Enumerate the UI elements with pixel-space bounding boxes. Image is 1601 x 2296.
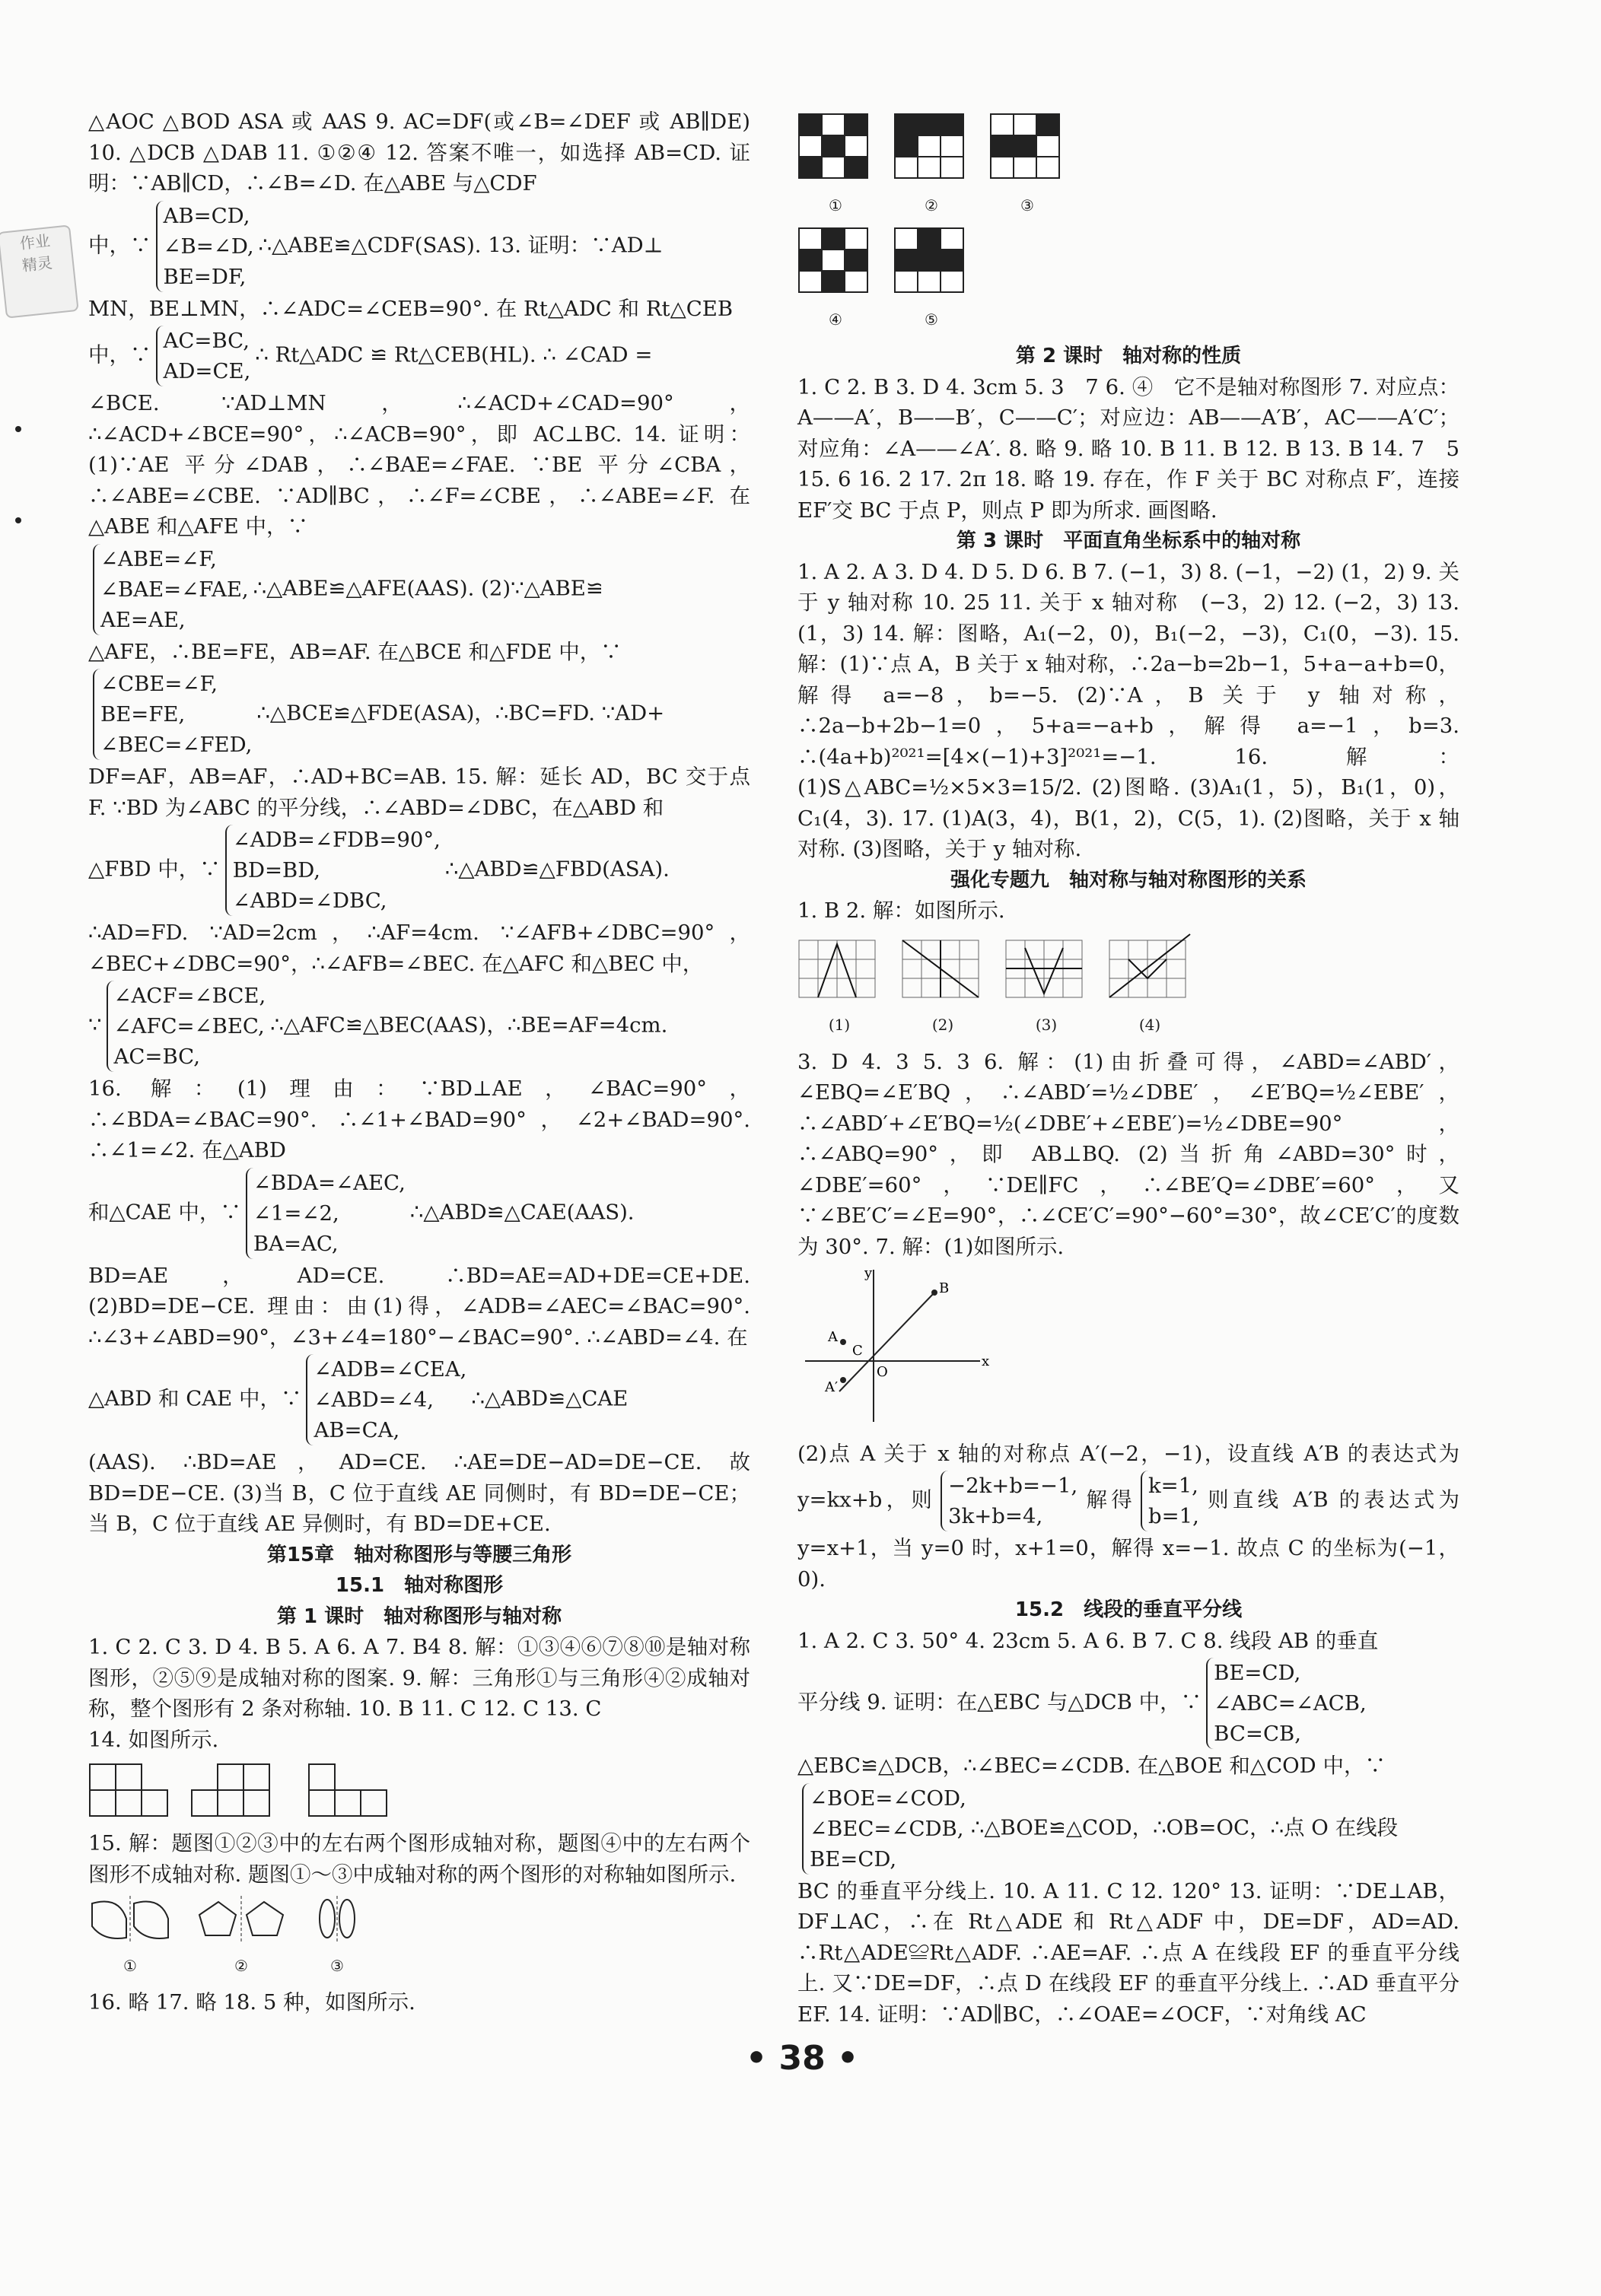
answer-text: 平分线 9. 证明：在△EBC 与△DCB 中，∵BE=CD, ∠ABC=∠ACB, BC=CB, xyxy=(797,1656,1459,1751)
figure-label: ③ xyxy=(330,1956,344,1975)
grid-pattern-figures xyxy=(797,113,1459,221)
lesson-heading: 第 1 课时 轴对称图形与轴对称 xyxy=(276,1604,562,1628)
fold-grid-1 xyxy=(797,933,881,1001)
figure-label: (1) xyxy=(828,1016,851,1034)
grid-pattern-figures xyxy=(797,227,1459,335)
grid-pattern-4 xyxy=(797,227,874,295)
point-label: A′ xyxy=(825,1379,839,1395)
answer-text: 16. 解：(1)理由：∵BD⊥AE，∠BAC=90°，∴∠BDA=∠BAC=90°. ∴∠1+∠BAD=90°，∠2+∠BAD=90°. ∴∠1=∠2. 在△ABD xyxy=(88,1076,750,1162)
answer-text: 1. A 2. A 3. D 4. D 5. D 6. B 7. (−1，3) 8. (−1，−2) (1，2) 9. 关于 y 轴对称 10. 25 11. 关于 x 轴对称 (−3，2) 12. (−2，3) 13. (1，3) 14. 解：图略，A₁(−2，0)，B₁(−2，−3)，C₁(0，−3). 15. 解：(1)∵点 A，B 关于 x 轴对称，∴2a−b=2b−1，5+a−a+b=0，解得 a=−8，b=−5. (2)∵A，B 关于 y 轴对称，∴2a−b+2b−1=0，5+a=−a+b，解得 a=−1，b=3. ∴(4a+b)²⁰²¹=[4×(−1)+3]²⁰²¹=−1. 16. 解：(1)S△ABC=½×5×3=15/2. (2)图略. (3)A₁(1，5)，B₁(1，0)，C₁(4，3). 17. (1)A(3，4)，B(1，2)，C(5，1). (2)图略，关于 x 轴对称. (3)图略，关于 y 轴对称. xyxy=(797,559,1459,861)
figure-label: ⑤ xyxy=(925,310,938,329)
answer-text: △AFE，∴BE=FE，AB=AF. 在△BCE 和△FDE 中，∵ xyxy=(88,639,622,664)
answer-text: 1. A 2. C 3. 50° 4. 23cm 5. A 6. B 7. C 8. 线段 AB 的垂直 xyxy=(797,1628,1379,1653)
figure-label: ② xyxy=(925,196,938,215)
answer-text: MN，BE⊥MN，∴∠ADC=∠CEB=90°. 在 Rt△ADC 和 Rt△CEB xyxy=(88,296,734,321)
equation-brace: ∠ADB=∠CEA, ∠ABD=∠4, AB=CA, xyxy=(306,1354,466,1445)
stamp-line-2: 精灵 xyxy=(21,253,54,275)
figure-label: ① xyxy=(829,196,842,215)
figure-q15-item xyxy=(192,1896,291,1981)
special-topic-heading: 强化专题九 轴对称与轴对称图形的关系 xyxy=(950,868,1307,892)
lesson-heading: 第 2 课时 轴对称的性质 xyxy=(1015,345,1242,367)
margin-mark xyxy=(15,517,21,523)
answer-text: 中，∵AB=CD, ∠B=∠D, BE=DF,∴△ABE≌△CDF(SAS). 13. 证明：∵AD⊥ xyxy=(88,199,750,294)
figure-label: ② xyxy=(234,1956,248,1975)
equation-brace: ∠ABE=∠F, ∠BAE=∠FAE, AE=AE, xyxy=(93,544,249,635)
figure-label: (3) xyxy=(1035,1016,1058,1034)
equation-brace: k=1, b=1, xyxy=(1141,1471,1199,1531)
answer-text: 14. 如图所示. xyxy=(88,1727,219,1752)
equation-brace: BE=CD, ∠ABC=∠ACB, BC=CB, xyxy=(1206,1658,1367,1749)
fold-grid xyxy=(1108,933,1192,1041)
equation-brace: ∠BOE=∠COD, ∠BEC=∠CDB, BE=CD, xyxy=(802,1783,966,1875)
margin-mark xyxy=(15,426,21,432)
stamp-line-1: 作业 xyxy=(18,231,52,253)
figure-label: (2) xyxy=(931,1016,954,1034)
answer-text: △AOC △BOD ASA 或 AAS 9. AC=DF(或∠B=∠DEF 或 AB∥DE) 10. △DCB △DAB 11. ①②④ 12. 答案不唯一，如选择 AB=CD. 证明：∵AB∥CD，∴∠B=∠D. 在△ABE 与△CDF xyxy=(88,110,750,196)
equation-brace: ∠CBE=∠F, BE=FE, ∠BEC=∠FED, xyxy=(93,669,252,760)
figure-label: (4) xyxy=(1138,1016,1161,1034)
grid-pattern xyxy=(797,227,874,335)
fold-grid-2 xyxy=(901,933,985,1001)
grid-pattern xyxy=(797,113,874,221)
equation-brace: ∠BDA=∠AEC, ∠1=∠2, BA=AC, xyxy=(246,1168,406,1259)
answer-text: BC 的垂直平分线上. 10. A 11. C 12. 120° 13. 证明：∵DE⊥AB，DF⊥AC，∴在 Rt△ADE 和 Rt△ADF 中，DE=DF，AD=AD. ∴Rt△ADE≌Rt△ADF. ∴AE=AF. ∴点 A 在线段 EF 的垂直平分线上. 又∵DE=DF，∴点 D 在线段 EF 的垂直平分线上. ∴AD 垂直平分 EF. 14. 证明：∵AD∥BC，∴∠OAE=∠OCF，∵对角线 AC xyxy=(797,1878,1459,2027)
point-label: B xyxy=(939,1280,950,1296)
symmetric-shape-3 xyxy=(310,1896,364,1941)
answer-text: 16. 略 17. 略 18. 5 种，如图所示. xyxy=(88,1990,415,2015)
answer-text: DF=AF，AB=AF，∴AD+BC=AB. 15. 解：延长 AD，BC 交于点 F. ∵BD 为∠ABC 的平分线，∴∠ABD=∠DBC，在△ABD 和 xyxy=(88,765,750,820)
symmetric-shape-1 xyxy=(88,1896,172,1941)
answer-text: ∠CBE=∠F, BE=FE, ∠BEC=∠FED,∴△BCE≌△FDE(ASA)，∴BC=FD. ∵AD+ xyxy=(88,667,750,762)
answer-text: ∠BCE. ∵AD⊥MN，∴∠ACD+∠CAD=90°，∴∠ACD+∠BCE=90°，∴∠ACB=90°，即 AC⊥BC. 14. 证明：(1)∵AE 平分∠DAB，∴∠BAE=∠FAE. ∵BE 平分∠CBA，∴∠ABE=∠CBE. ∵AD∥BC，∴∠F=∠CBE，∴∠ABE=∠F. 在△ABE 和△AFE 中，∵ xyxy=(88,391,750,539)
answer-text: 中，∵AC=BC, AD=CE,∴ Rt△ADC ≌ Rt△CEB(HL). ∴ ∠CAD = xyxy=(88,324,750,388)
equation-brace: AC=BC, AD=CE, xyxy=(156,326,251,386)
answer-text: 15. 解：题图①②③中的左右两个图形成轴对称，题图④中的左右两个图形不成轴对称. 题图①～③中成轴对称的两个图形的对称轴如图所示. xyxy=(88,1831,750,1887)
section-heading: 15.1 轴对称图形 xyxy=(335,1574,504,1597)
coordinate-figure xyxy=(797,1262,1459,1439)
section-heading: 15.2 线段的垂直平分线 xyxy=(1014,1598,1243,1621)
grid-pattern-1 xyxy=(797,113,874,181)
axis-label: x xyxy=(982,1353,990,1369)
figure-q15-item xyxy=(88,1896,172,1981)
answer-text: 和△CAE 中，∵∠BDA=∠AEC, ∠1=∠2, BA=AC,∴△ABD≌△CAE(AAS). xyxy=(88,1166,750,1261)
point-label: A xyxy=(828,1329,838,1345)
figure-q15-item xyxy=(310,1896,364,1981)
answer-text: ∠ABE=∠F, ∠BAE=∠FAE, AE=AE,∴△ABE≌△AFE(AAS). (2)∵△ABE≌ xyxy=(88,542,750,637)
answer-text: 1. C 2. B 3. D 4. 3cm 5. 3 7 6. ④ 它不是轴对称图形 7. 对应点：A——A′，B——B′，C——C′；对应边：AB——A′B′，AC——A′C′；对应角：∠A——∠A′. 8. 略 9. 略 10. B 11. B 12. B 13. B 14. 7 5 15. 6 16. 2 17. 2π 18. 略 19. 存在，作 F 关于 BC 对称点 F′，连接 EF′交 BC 于点 P，则点 P 即为所求. 画图略. xyxy=(797,374,1459,523)
stamp-logo xyxy=(0,224,79,318)
answer-text: △ABD 和 CAE 中，∵∠ADB=∠CEA, ∠ABD=∠4, AB=CA,∴△ABD≌△CAE xyxy=(88,1353,750,1447)
equation-brace: ∠ADB=∠FDB=90°, BD=BD, ∠ABD=∠DBC, xyxy=(225,825,441,916)
chapter-heading: 第15章 轴对称图形与等腰三角形 xyxy=(266,1543,572,1566)
point-a-prime xyxy=(840,1377,846,1383)
fold-grid-figures xyxy=(797,933,1459,1041)
lesson-heading: 第 3 课时 平面直角坐标系中的轴对称 xyxy=(956,529,1301,552)
answer-text: 1. C 2. C 3. D 4. B 5. A 6. A 7. B4 8. 解：①③④⑥⑦⑧⑩是轴对称图形，②⑤⑨是成轴对称的图案. 9. 解：三角形①与三角形④②成轴对称，整个图形有 2 条对称轴. 10. B 11. C 12. C 13. C xyxy=(88,1635,750,1721)
left-column xyxy=(88,107,750,2018)
figure-q14 xyxy=(88,1761,750,1822)
fold-grid xyxy=(1004,933,1088,1041)
grid-pattern-5 xyxy=(893,227,969,295)
answer-text: 3. D 4. 3 5. 3 6. 解：(1)由折叠可得，∠ABD=∠ABD′，∠EBQ=∠E′BQ，∴∠ABD′=½∠DBE′，∠E′BQ=½∠EBE′，∴∠ABD′+∠E′BQ=½(∠DBE′+∠EBE′)=½∠DBE=90°，∴∠ABQ=90°，即 AB⊥BQ. (2)当折角∠ABD=30°时，∠DBE′=60°，∵DE∥FC，∴∠BE′Q=∠DBE′=60°，又∵∠BE′C′=∠E=90°，∴∠CE′C′=90°−60°=30°，故∠CE′C′的度数为 30°. 7. 解：(1)如图所示. xyxy=(797,1049,1459,1259)
grid-pattern xyxy=(893,113,969,221)
fold-grid-3 xyxy=(1004,933,1088,1001)
coordinate-plane xyxy=(797,1262,995,1429)
fold-grid-4 xyxy=(1108,933,1192,1001)
point-label: C xyxy=(852,1343,863,1359)
equation-brace: ∠ACF=∠BCE, ∠AFC=∠BEC, AC=BC, xyxy=(107,981,266,1072)
symmetric-shape-2 xyxy=(192,1896,291,1941)
fold-grid xyxy=(901,933,985,1041)
figure-label: ① xyxy=(123,1956,137,1975)
figure-q15 xyxy=(88,1896,750,1981)
grid-pattern xyxy=(989,113,1065,221)
equation-brace: AB=CD, ∠B=∠D, BE=DF, xyxy=(156,201,254,292)
figure-label: ③ xyxy=(1020,196,1034,215)
answer-text: 1. B 2. 解：如图所示. xyxy=(797,898,1005,923)
right-column xyxy=(797,107,1459,2030)
fold-grid xyxy=(797,933,881,1041)
point-a xyxy=(840,1339,846,1345)
answer-text: (2)点 A 关于 x 轴的对称点 A′(−2，−1)，设直线 A′B 的表达式为 y=kx+b，则−2k+b=−1, 3k+b=4,解得k=1, b=1,则直线 A′B 的表达式为 y=x+1，当 y=0 时，x+1=0，解得 x=−1. 故点 C 的坐标为(−1，0). xyxy=(797,1441,1460,1592)
answer-text: △FBD 中，∵∠ADB=∠FDB=90°, BD=BD, ∠ABD=∠DBC,∴△ABD≌△FBD(ASA). xyxy=(88,823,750,917)
answer-text: BD=AE，AD=CE. ∴BD=AE=AD+DE=CE+DE. (2)BD=DE−CE. 理由：由(1)得，∠ADB=∠AEC=∠BAC=90°. ∴∠3+∠ABD=90°，∠3+∠4=180°−∠BAC=90°. ∴∠ABD=∠4. 在 xyxy=(88,1263,750,1350)
figure-label: ④ xyxy=(829,310,842,329)
grid-pattern-2 xyxy=(893,113,969,181)
answer-text: (AAS). ∴BD=AE，AD=CE. ∴AE=DE−AD=DE−CE. 故 BD=DE−CE. (3)当 B，C 位于直线 AE 同侧时，有 BD=DE−CE；当 B，C 位于直线 AE 异侧时，有 BD=DE+CE. xyxy=(88,1450,750,1536)
answer-text: ∠BOE=∠COD, ∠BEC=∠CDB, BE=CD,∴△BOE≌△COD，∴OB=OC，∴点 O 在线段 xyxy=(797,1782,1459,1876)
answer-text: ∵∠ACF=∠BCE, ∠AFC=∠BEC, AC=BC,∴△AFC≌△BEC(AAS)，∴BE=AF=4cm. xyxy=(88,979,750,1073)
grid-shapes-figure xyxy=(88,1761,408,1822)
equation-brace: −2k+b=−1, 3k+b=4, xyxy=(941,1471,1077,1531)
axis-label: y xyxy=(864,1265,873,1281)
grid-pattern-3 xyxy=(989,113,1065,181)
answer-text: △EBC≌△DCB，∴∠BEC=∠CDB. 在△BOE 和△COD 中，∵ xyxy=(797,1754,1386,1778)
page-number: • 38 • xyxy=(746,2039,859,2078)
answer-text: ∴AD=FD. ∵AD=2cm，∴AF=4cm. ∵∠AFB+∠DBC=90°，∠BEC+∠DBC=90°，∴∠AFB=∠BEC. 在△AFC 和△BEC 中， xyxy=(88,921,750,976)
point-b xyxy=(931,1290,937,1296)
origin-label: O xyxy=(877,1364,888,1380)
grid-pattern xyxy=(893,227,969,335)
